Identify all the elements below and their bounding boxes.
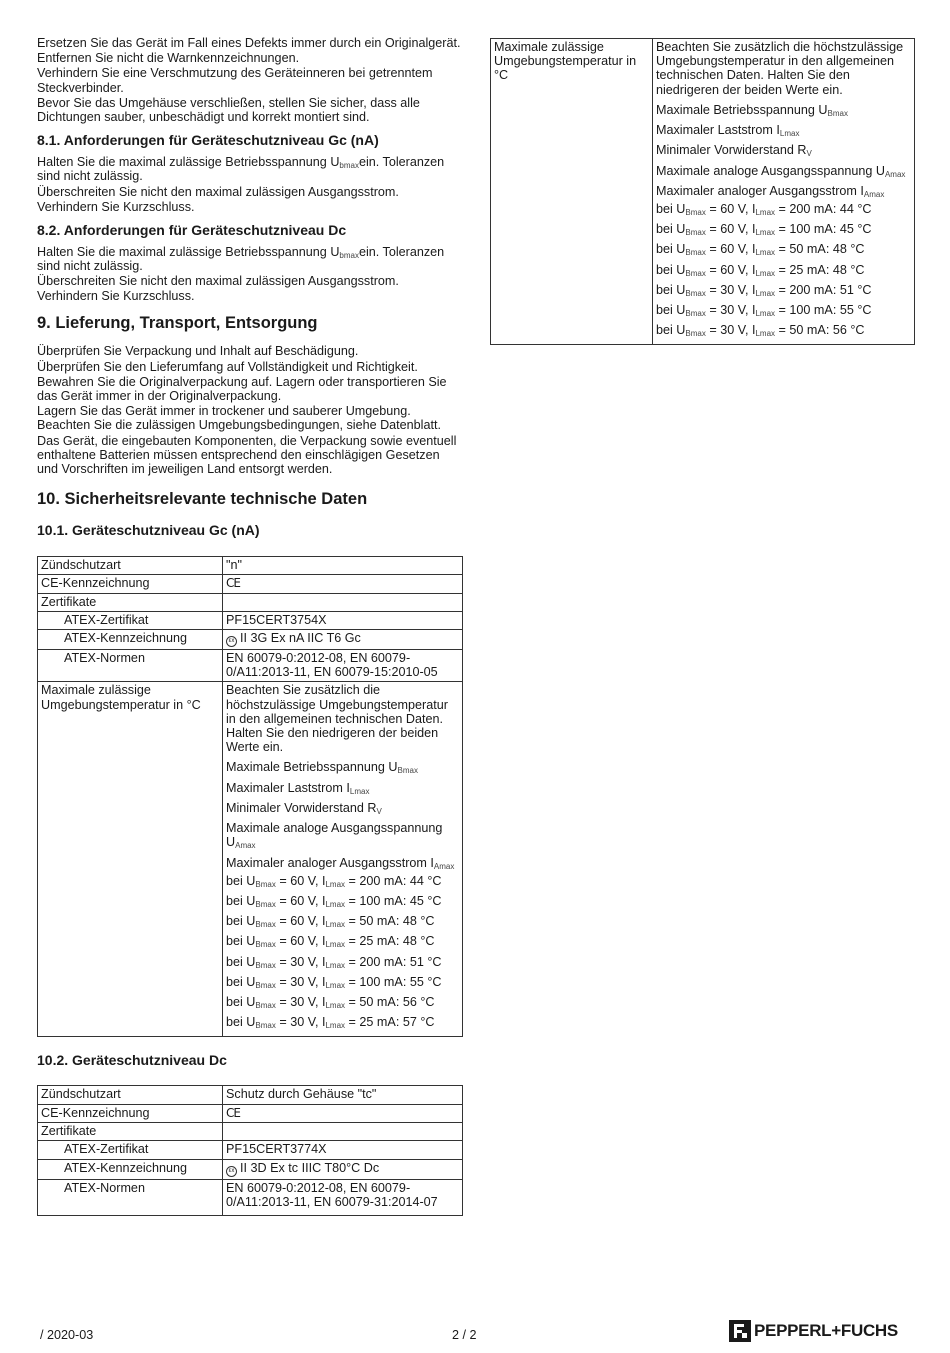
intro-para-3: Verhindern Sie eine Verschmutzung des Geräteinneren bei getrenntem Steckverbinder.	[37, 66, 433, 95]
pf-logo-icon	[729, 1320, 751, 1342]
temp-condition-row: bei $U_{Bmax} = 30$ V, $I_{Lmax} = 50$ mA: 56 °C	[656, 323, 865, 339]
s9-para-3: Bewahren Sie die Originalverpackung auf. Lagern oder transportieren Sie das Gerät immer in der Originalverpackung.	[37, 374, 447, 403]
cell-value: Beachten Sie zusätzlich die höchstzulässige Umgebungstemperatur in den allgemeinen technischen Daten. Halten Sie den niedrigeren der beiden Werte ein. Maximale Betriebsspannung $U_{Bmax}$ Maximaler Laststrom $I_{Lmax}$ Minimaler Vorwiderstand $R_V$ Maximale analoge Ausgangsspannung $U_{Amax}$ Maximaler analoger Ausgangsstrom $I_{Amax}$ bei $U_{Bmax} = 60$ V, $I_{Lmax} = 200$ mA: 44 °C bei $U_{Bmax} = 60$ V, $I_{Lmax} = 100$ mA: 45 °C bei $U_{Bmax} = 60$ V, $I_{Lmax} = 50$ mA: 48 °C bei $U_{Bmax} = 60$ V, $I_{Lmax} = 25$ mA: 48 °C bei $U_{Bmax} = 30$ V, $I_{Lmax} = 200$ mA: 51 °C bei $U_{Bmax} = 30$ V, $I_{Lmax} = 100$ mA: 55 °C bei $U_{Bmax} = 30$ V, $I_{Lmax} = 50$ mA: 56 °C	[653, 39, 915, 345]
ce-mark-icon: CE	[223, 574, 463, 593]
cell-value	[223, 593, 463, 611]
cell-label: ATEX-Kennzeichnung	[38, 629, 223, 649]
temp-condition-row: bei $U_{Bmax} = 60$ V, $I_{Lmax} = 100$ mA: 45 °C	[226, 894, 442, 910]
temp-condition-row: bei $U_{Bmax} = 30$ V, $I_{Lmax} = 50$ mA: 56 °C	[226, 995, 435, 1011]
s82-para-2: Überschreiten Sie nicht den maximal zulässigen Ausgangsstrom.	[37, 274, 399, 289]
s9-para-2: Überprüfen Sie den Lieferumfang auf Vollständigkeit und Richtigkeit.	[37, 359, 418, 374]
cell-label: ATEX-Kennzeichnung	[38, 1159, 223, 1179]
footer-page-number: 2 / 2	[452, 1328, 477, 1342]
section-10-2-title: 10.2. Geräteschutzniveau Dc	[37, 1051, 227, 1068]
s9-para-1: Überprüfen Sie Verpackung und Inhalt auf Beschädigung.	[37, 344, 359, 359]
s9-para-5: Das Gerät, die eingebauten Komponenten, die Verpackung sowie eventuell enthaltene Batterien müssen entsprechend den einschlägigen Gesetzen und Vorschriften im jeweiligen Land entsorgt werden.	[37, 433, 457, 477]
pepperl-fuchs-logo	[729, 1320, 898, 1342]
s9-para-4: Lagern Sie das Gerät immer in trockener und sauberer Umgebung. Beachten Sie die zulässigen Umgebungsbedingungen, siehe Datenblatt.	[37, 404, 441, 433]
cell-label: ATEX-Zertifikat	[38, 611, 223, 629]
cell-value: EN 60079-0:2012-08, EN 60079-0/A11:2013-11, EN 60079-31:2014-07	[223, 1179, 463, 1215]
temp-condition-row: bei $U_{Bmax} = 60$ V, $I_{Lmax} = 200$ mA: 44 °C	[656, 201, 872, 217]
intro-para-4: Bevor Sie das Umgehäuse verschließen, stellen Sie sicher, dass alle Dichtungen sauber, unbeschädigt und korrekt montiert sind.	[37, 95, 420, 125]
section-8-1-title: 8.1. Anforderungen für Geräteschutzniveau Gc (nA)	[37, 132, 379, 149]
cell-label: Maximale zulässige Umgebungstemperatur in °C	[491, 39, 653, 345]
cell-label: CE-Kennzeichnung	[38, 574, 223, 593]
cell-value: EN 60079-0:2012-08, EN 60079-0/A11:2013-11, EN 60079-15:2010-05	[223, 649, 463, 681]
s82-para-1: Halten Sie die maximal zulässige Betriebsspannung $U_{bmax}ein$. Toleranzen sind nicht zulässig.	[37, 244, 445, 274]
temp-condition-row: bei $U_{Bmax} = 30$ V, $I_{Lmax} = 100$ mA: 55 °C	[226, 974, 442, 990]
cell-label: Zündschutzart	[38, 1086, 223, 1104]
cell-label: ATEX-Zertifikat	[38, 1141, 223, 1159]
cell-value: εx II 3G Ex nA IIC T6 Gc	[223, 629, 463, 649]
section-10-1-title: 10.1. Geräteschutzniveau Gc (nA)	[37, 521, 260, 538]
section-9-title: 9. Lieferung, Transport, Entsorgung	[37, 313, 318, 332]
temp-condition-row: bei $U_{Bmax} = 60$ V, $I_{Lmax} = 50$ mA: 48 °C	[226, 914, 435, 930]
temp-condition-row: bei $U_{Bmax} = 30$ V, $I_{Lmax} = 25$ mA: 57 °C	[226, 1015, 435, 1031]
footer-date: / 2020-03	[40, 1328, 94, 1342]
s82-para-3: Verhindern Sie Kurzschluss.	[37, 289, 195, 304]
cell-value: PF15CERT3754X	[223, 611, 463, 629]
cell-label: ATEX-Normen	[38, 649, 223, 681]
cell-value: "n"	[223, 556, 463, 574]
temp-condition-row: bei $U_{Bmax} = 60$ V, $I_{Lmax} = 200$ mA: 44 °C	[226, 873, 442, 889]
ce-mark-icon: CE	[223, 1104, 463, 1123]
cell-label: ATEX-Normen	[38, 1179, 223, 1215]
temp-condition-row: bei $U_{Bmax} = 30$ V, $I_{Lmax} = 100$ mA: 55 °C	[656, 303, 872, 319]
intro-para-1: Ersetzen Sie das Gerät im Fall eines Defekts immer durch ein Originalgerät.	[37, 36, 461, 50]
s81-para-1: Halten Sie die maximal zulässige Betriebsspannung $U_{bmax}ein$. Toleranzen sind nicht zulässig.	[37, 155, 445, 184]
left-column	[37, 36, 463, 1216]
logo-text: PEPPERL+FUCHS	[754, 1321, 898, 1341]
cell-value	[223, 1123, 463, 1141]
ex-hexagon-icon: εx	[226, 1166, 237, 1177]
table-dc	[37, 1085, 463, 1216]
cell-label: Zertifikate	[38, 593, 223, 611]
temp-condition-row: bei $U_{Bmax} = 60$ V, $I_{Lmax} = 25$ mA: 48 °C	[226, 934, 435, 950]
ex-hexagon-icon: εx	[226, 636, 237, 647]
intro-para-2: Entfernen Sie nicht die Warnkennzeichnungen.	[37, 51, 300, 66]
temp-condition-row: bei $U_{Bmax} = 60$ V, $I_{Lmax} = 50$ mA: 48 °C	[656, 242, 865, 258]
cell-value: Beachten Sie zusätzlich die höchstzulässige Umgebungstemperatur in den allgemeinen technischen Daten. Halten Sie den niedrigeren der beiden Werte ein. Maximale Betriebsspannung $U_{Bmax}$ Maximaler Laststrom $I_{Lmax}$ Minimaler Vorwiderstand $R_V$ Maximale analoge Ausgangsspannung $U_{Amax}$ Maximaler analoger Ausgangsstrom $I_{Amax}$ bei $U_{Bmax} = 60$ V, $I_{Lmax} = 200$ mA: 44 °C bei $U_{Bmax} = 60$ V, $I_{Lmax} = 100$ mA: 45 °C bei $U_{Bmax} = 60$ V, $I_{Lmax} = 50$ mA: 48 °C bei $U_{Bmax} = 60$ V, $I_{Lmax} = 25$ mA: 48 °C bei $U_{Bmax} = 30$ V, $I_{Lmax} = 200$ mA: 51 °C bei $U_{Bmax} = 30$ V, $I_{Lmax} = 100$ mA: 55 °C bei $U_{Bmax} = 30$ V, $I_{Lmax} = 50$ mA: 56 °C bei $U_{Bmax} = 30$ V, $I_{Lmax} = 25$ mA: 57 °C	[223, 682, 463, 1036]
temp-condition-row: bei $U_{Bmax} = 60$ V, $I_{Lmax} = 25$ mA: 48 °C	[656, 262, 865, 278]
cell-label: Maximale zulässige Umgebungstemperatur in °C	[38, 682, 223, 1036]
right-column	[490, 38, 915, 345]
table-temp-continued	[490, 38, 915, 345]
cell-value: PF15CERT3774X	[223, 1141, 463, 1159]
cell-value: Schutz durch Gehäuse "tc"	[223, 1086, 463, 1104]
cell-value: εx II 3D Ex tc IIIC T80°C Dc	[223, 1159, 463, 1179]
temp-condition-row: bei $U_{Bmax} = 60$ V, $I_{Lmax} = 100$ mA: 45 °C	[656, 222, 872, 238]
temp-condition-row: bei $U_{Bmax} = 30$ V, $I_{Lmax} = 200$ mA: 51 °C	[226, 954, 442, 970]
s81-para-2: Überschreiten Sie nicht den maximal zulässigen Ausgangsstrom.	[37, 184, 399, 199]
cell-label: CE-Kennzeichnung	[38, 1104, 223, 1123]
s81-para-3: Verhindern Sie Kurzschluss.	[37, 199, 195, 214]
section-10-title: 10. Sicherheitsrelevante technische Daten	[37, 490, 368, 509]
table-gc	[37, 556, 463, 1037]
section-8-2-title: 8.2. Anforderungen für Geräteschutzniveau Dc	[37, 222, 347, 238]
temp-condition-row: bei $U_{Bmax} = 30$ V, $I_{Lmax} = 200$ mA: 51 °C	[656, 282, 872, 298]
cell-label: Zertifikate	[38, 1123, 223, 1141]
cell-label: Zündschutzart	[38, 556, 223, 574]
